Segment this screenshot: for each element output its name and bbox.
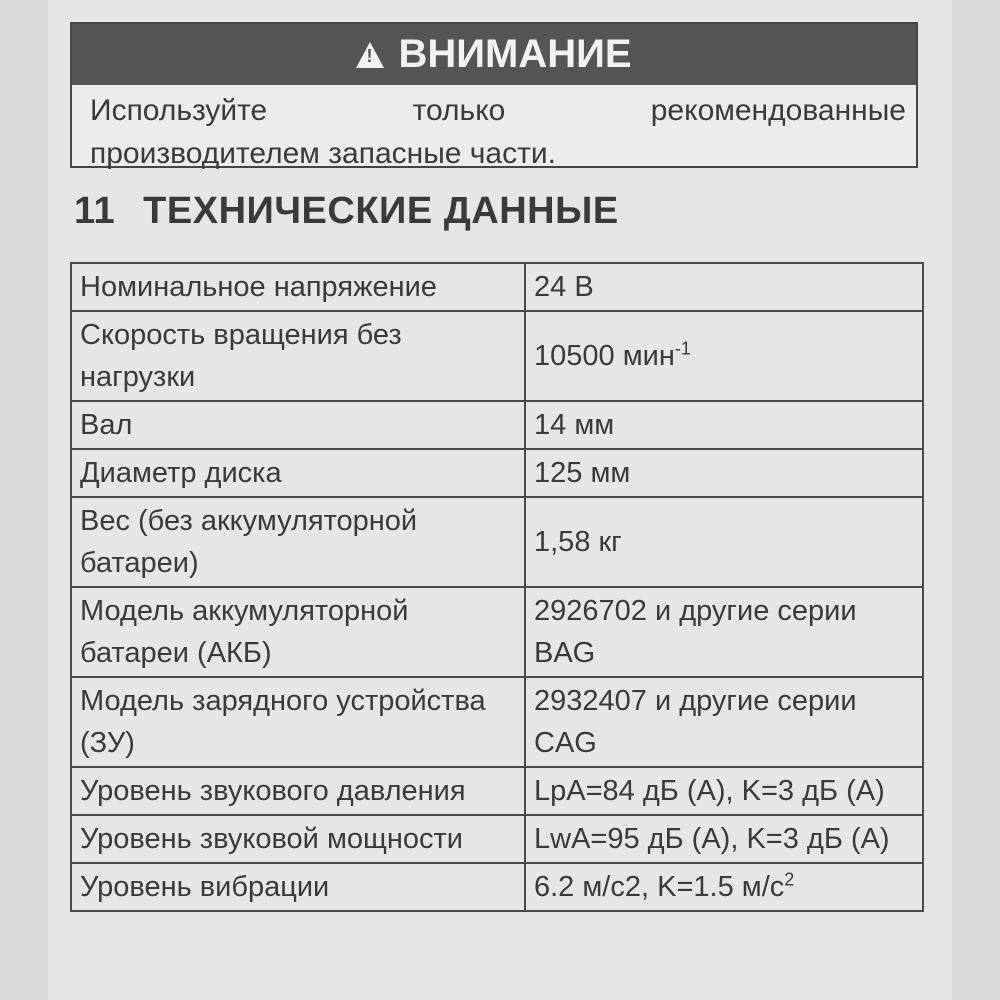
- spec-label: Уровень вибрации: [71, 863, 525, 911]
- warning-header: [72, 24, 916, 85]
- spec-label: Вал: [71, 401, 525, 449]
- section-title: ТЕХНИЧЕСКИЕ ДАННЫЕ: [143, 190, 619, 232]
- section-number: 11: [74, 190, 116, 232]
- spec-label: Модель зарядного устройства (ЗУ): [71, 677, 525, 767]
- spec-value-text: 1,58 кг: [534, 526, 622, 558]
- specs-table: [70, 262, 924, 912]
- spec-value-text: LpA=84 дБ (А), K=3 дБ (А): [534, 775, 885, 807]
- table-row: [71, 863, 923, 911]
- spec-label: Диаметр диска: [71, 449, 525, 497]
- warning-word: только: [412, 94, 506, 127]
- spec-value-superscript: -1: [674, 338, 691, 359]
- table-row: [71, 311, 923, 401]
- spec-value-text: 10500 мин: [534, 340, 675, 372]
- warning-triangle-icon: [356, 42, 384, 68]
- section-heading: [74, 190, 619, 233]
- table-row: [71, 767, 923, 815]
- spec-value-text: 2932407 и другие серии CAG: [534, 685, 857, 759]
- spec-value: [525, 449, 923, 497]
- spec-label: Номинальное напряжение: [71, 263, 525, 311]
- warning-title: ВНИМАНИЕ: [398, 32, 632, 76]
- spec-label: Уровень звуковой мощности: [71, 815, 525, 863]
- spec-value: [525, 497, 923, 587]
- spec-value: [525, 587, 923, 677]
- spec-value: [525, 863, 923, 911]
- spec-value: [525, 677, 923, 767]
- table-row: [71, 401, 923, 449]
- warning-text: [72, 85, 916, 175]
- spec-value-text: 14 мм: [534, 409, 615, 441]
- warning-word: рекомендованные: [650, 94, 906, 127]
- warning-word: Используйте: [90, 94, 268, 127]
- table-row: [71, 587, 923, 677]
- spec-value-superscript: 2: [784, 869, 795, 890]
- spec-value-text: 2926702 и другие серии BAG: [534, 595, 857, 669]
- table-row: [71, 497, 923, 587]
- warning-line-2: производителем запасные части.: [90, 137, 556, 170]
- spec-value-text: 6.2 м/с2, K=1.5 м/с: [534, 871, 785, 903]
- spec-label: Уровень звукового давления: [71, 767, 525, 815]
- warning-box: [70, 22, 918, 168]
- spec-value: [525, 401, 923, 449]
- spec-value: [525, 263, 923, 311]
- table-row: [71, 263, 923, 311]
- spec-value: [525, 311, 923, 401]
- spec-value-text: 125 мм: [534, 457, 631, 489]
- spec-value-text: LwA=95 дБ (А), K=3 дБ (А): [534, 823, 890, 855]
- spec-label: Скорость вращения без нагрузки: [71, 311, 525, 401]
- spec-value: [525, 815, 923, 863]
- spec-value: [525, 767, 923, 815]
- spec-label: Модель аккумуляторной батареи (АКБ): [71, 587, 525, 677]
- table-row: [71, 815, 923, 863]
- table-row: [71, 677, 923, 767]
- spec-label: Вес (без аккумуляторной батареи): [71, 497, 525, 587]
- spec-value-text: 24 В: [534, 271, 594, 303]
- table-row: [71, 449, 923, 497]
